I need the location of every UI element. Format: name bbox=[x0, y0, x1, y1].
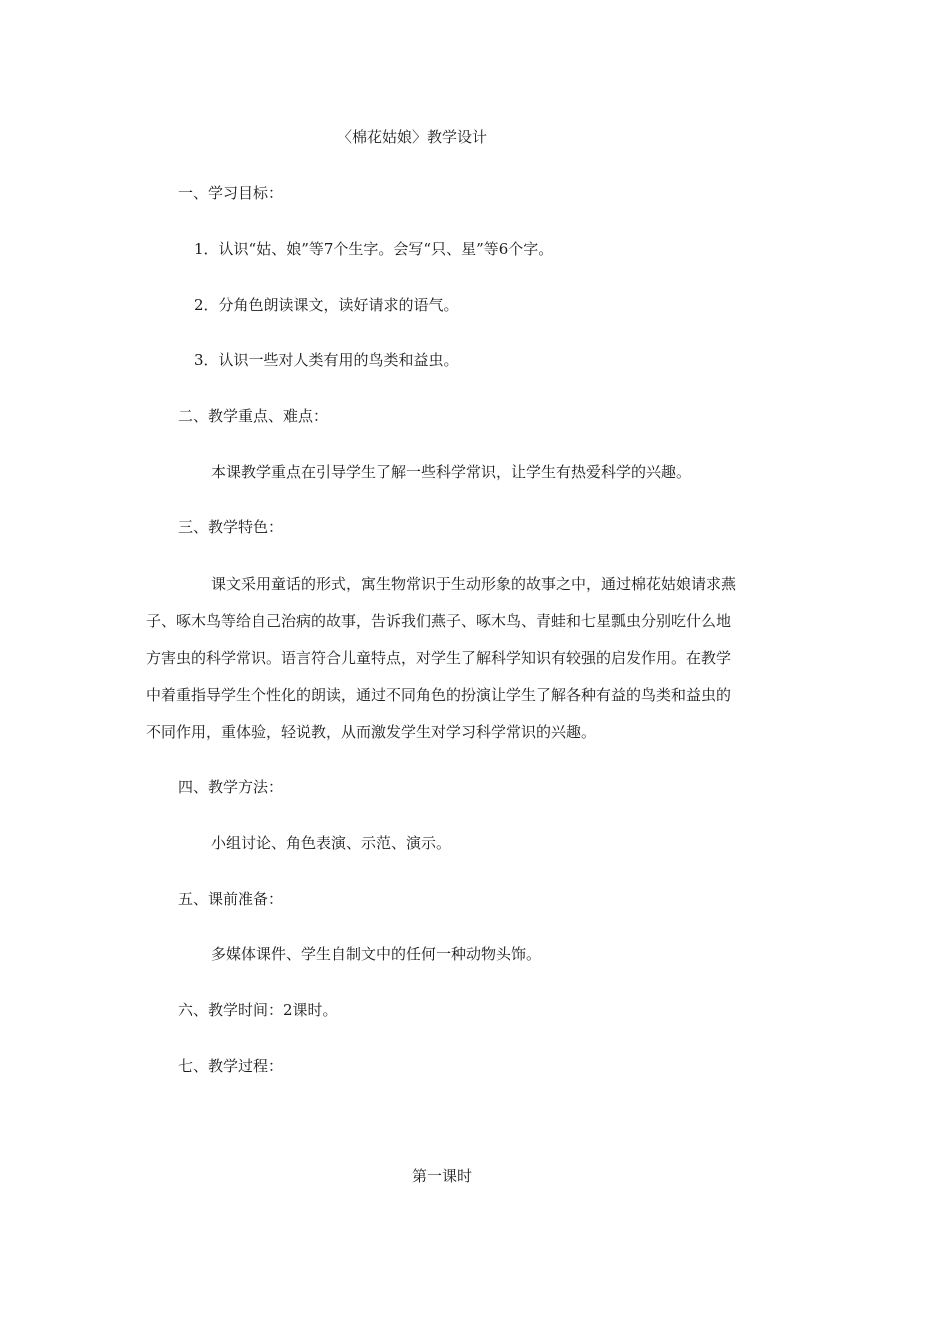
section-heading-preparation: 五、课前准备： bbox=[178, 890, 284, 908]
preparation-text: 多媒体课件、学生自制文中的任何一种动物头饰。 bbox=[211, 945, 542, 963]
section-heading-features: 三、教学特色： bbox=[178, 518, 284, 536]
features-paragraph bbox=[146, 566, 806, 751]
goal-item-3: 3．认识一些对人类有用的鸟类和益虫。 bbox=[194, 351, 459, 369]
features-line: 方害虫的科学常识。语言符合儿童特点，对学生了解科学知识有较强的启发作用。在教学 bbox=[146, 649, 732, 667]
goal-item-2: 2．分角色朗读课文，读好请求的语气。 bbox=[194, 296, 459, 314]
goal-item-1: 1．认识“姑、娘”等7个生字。会写“只、星”等6个字。 bbox=[194, 240, 554, 258]
features-line: 中着重指导学生个性化的朗读，通过不同角色的扮演让学生了解各种有益的鸟类和益虫的 bbox=[146, 686, 732, 704]
lesson-label: 第一课时 bbox=[412, 1167, 473, 1185]
key-points-text: 本课教学重点在引导学生了解一些科学常识，让学生有热爱科学的兴趣。 bbox=[211, 463, 692, 481]
features-line: 不同作用，重体验，轻说教，从而激发学生对学习科学常识的兴趣。 bbox=[146, 723, 597, 741]
features-line: 子、啄木鸟等给自己治病的故事，告诉我们燕子、啄木鸟、青蛙和七星瓢虫分别吃什么地 bbox=[146, 612, 732, 630]
methods-text: 小组讨论、角色表演、示范、演示。 bbox=[211, 834, 452, 852]
section-heading-goals: 一、学习目标： bbox=[178, 184, 284, 202]
features-line: 课文采用童话的形式，寓生物常识于生动形象的故事之中，通过棉花姑娘请求燕 bbox=[211, 575, 737, 593]
section-heading-process: 七、教学过程： bbox=[178, 1057, 284, 1075]
document-title: 〈棉花姑娘〉教学设计 bbox=[337, 128, 488, 146]
section-heading-time: 六、教学时间：2课时。 bbox=[178, 1001, 338, 1019]
section-heading-key-points: 二、教学重点、难点： bbox=[178, 407, 329, 425]
section-heading-methods: 四、教学方法： bbox=[178, 778, 284, 796]
